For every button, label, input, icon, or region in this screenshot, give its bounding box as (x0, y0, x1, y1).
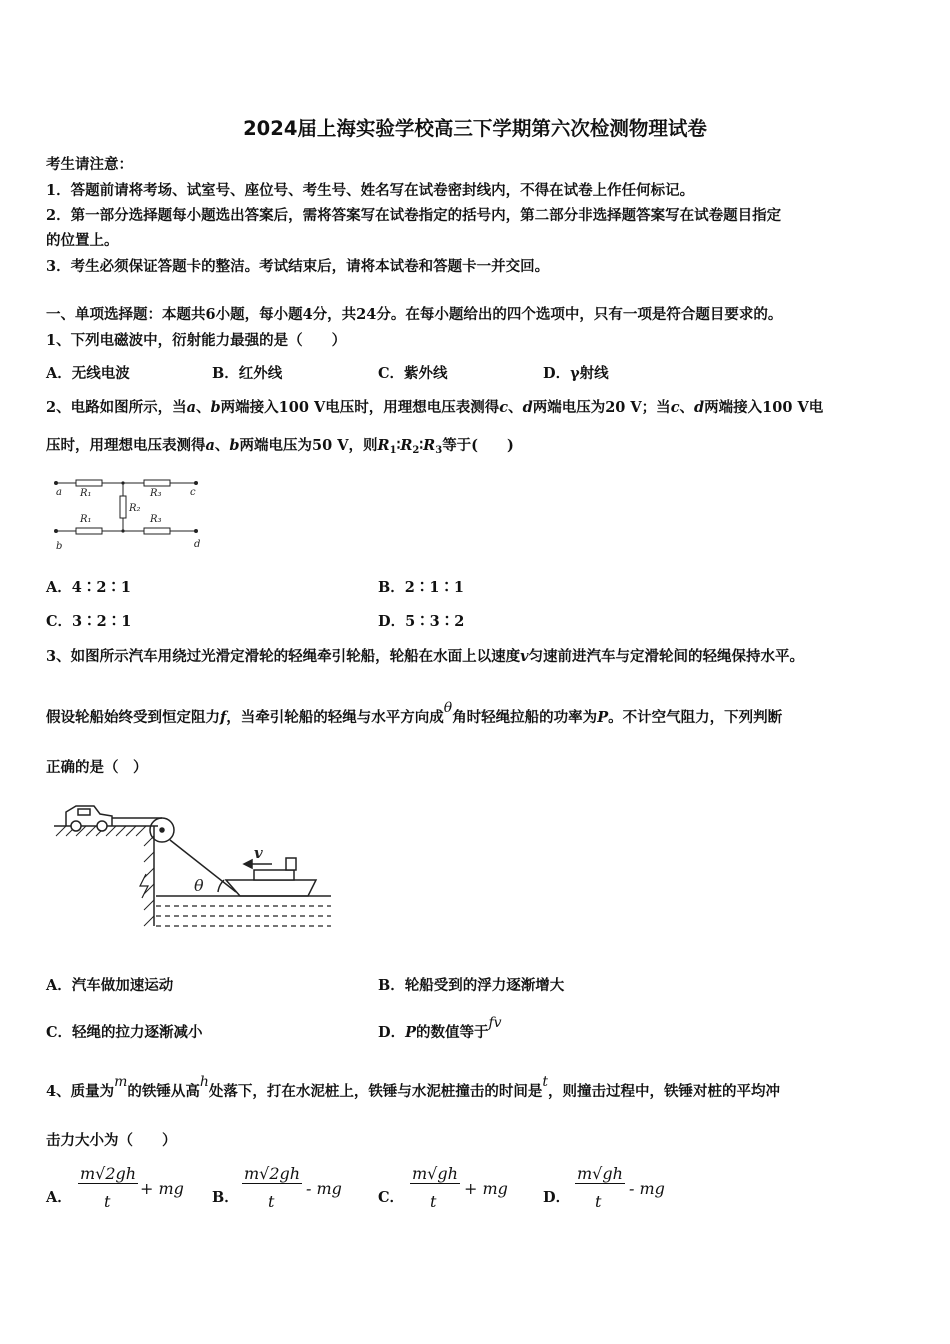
junction (121, 529, 124, 532)
junction (121, 481, 124, 484)
terminal-d (194, 529, 198, 533)
velocity-label: v (254, 844, 263, 862)
notice-heading: 考生请注意： (46, 156, 133, 173)
question-2-stem-line2: 压时，用理想电压表测得a、b两端电压为50 V，则$R_1∶R_2∶R_3$等于( ) (46, 437, 514, 456)
q3-option-b[interactable]: B．轮船受到的浮力逐渐增大 (378, 977, 565, 994)
question-1-stem: 1、下列电磁波中，衍射能力最强的是（ ） (46, 332, 347, 349)
resistor-r1-bottom (76, 528, 102, 534)
wall-mark (140, 874, 148, 898)
q3-option-d[interactable]: D．P的数值等于fv (378, 1015, 502, 1041)
q4-option-d[interactable]: D． m√gh t - mg (543, 1164, 665, 1211)
q2-option-b[interactable]: B．2∶1∶1 (378, 579, 465, 596)
q4-option-a[interactable]: A． m√2gh t + mg (46, 1164, 184, 1211)
question-3-stem-line1: 3、如图所示汽车用绕过光滑定滑轮的轻绳牵引轮船，轮船在水面上以速度v匀速前进汽车与定滑轮间的轻绳保持水平。 (46, 648, 805, 665)
q1-option-a[interactable]: A．无线电波 (46, 365, 130, 382)
resistor-r2 (120, 496, 126, 518)
q4-option-c[interactable]: C． m√gh t + mg (378, 1164, 508, 1211)
terminal-a (54, 481, 58, 485)
q3-option-a[interactable]: A．汽车做加速运动 (46, 977, 174, 994)
label-b: b (56, 541, 63, 552)
q2-option-d[interactable]: D．5∶3∶2 (378, 613, 465, 630)
label-c: c (190, 487, 196, 498)
theta-label: θ (194, 876, 204, 895)
terminal-c (194, 481, 198, 485)
label-d: d (194, 539, 201, 550)
car (66, 806, 112, 831)
page-title: 2024届上海实验学校高三下学期第六次检测物理试卷 (243, 117, 707, 140)
q3-option-c[interactable]: C．轻绳的拉力逐渐减小 (46, 1024, 203, 1041)
notice-item: 的位置上。 (46, 232, 119, 249)
circuit-diagram (46, 470, 216, 560)
label-a: a (56, 487, 62, 498)
notice-item: 3．考生必须保证答题卡的整洁。考试结束后，请将本试卷和答题卡一并交回。 (46, 258, 550, 275)
water (156, 896, 331, 926)
question-3-stem-line2: 假设轮船始终受到恒定阻力f，当牵引轮船的轻绳与水平方向成θ角时轻绳拉船的功率为P。不计空气阻力，下列判断 (46, 700, 783, 726)
label-r3-bottom: R₃ (150, 514, 162, 525)
resistor-r3-bottom (144, 528, 170, 534)
q1-option-c[interactable]: C．紫外线 (378, 365, 448, 382)
terminal-b (54, 529, 58, 533)
resistor-r3-top (144, 480, 170, 486)
q2-option-a[interactable]: A．4∶2∶1 (46, 579, 132, 596)
section-heading: 一、单项选择题：本题共6小题，每小题4分，共24分。在每小题给出的四个选项中，只有一项是符合题目要求的。 (46, 306, 783, 323)
q2-option-c[interactable]: C．3∶2∶1 (46, 613, 132, 630)
label-r3-top: R₃ (150, 488, 162, 499)
notice-item: 1．答题前请将考场、试室号、座位号、考生号、姓名写在试卷密封线内，不得在试卷上作任何标记。 (46, 182, 695, 199)
q4-option-b[interactable]: B． m√2gh t - mg (212, 1164, 342, 1211)
label-r2: R₂ (129, 503, 141, 514)
q1-option-d[interactable]: D．γ射线 (543, 365, 609, 382)
question-4-stem-line2: 击力大小为（ ） (46, 1132, 177, 1149)
notice-item: 2．第一部分选择题每小题选出答案后，需将答案写在试卷指定的括号内，第二部分非选择题答案写在试卷题目指定 (46, 207, 782, 224)
label-r1-top: R₁ (80, 488, 92, 499)
label-r1-bottom: R₁ (80, 514, 92, 525)
ground-hatch (56, 826, 154, 926)
q1-option-b[interactable]: B．红外线 (212, 365, 283, 382)
resistor-r1-top (76, 480, 102, 486)
angle-arc (218, 880, 224, 892)
question-3-stem-line3: 正确的是（ ） (46, 759, 148, 776)
question-4-stem-line1: 4、质量为m的铁锤从高h处落下，打在水泥桩上，铁锤与水泥桩撞击的时间是t，则撞击过程中，铁锤对桩的平均冲 (46, 1074, 781, 1100)
question-2-stem-line1: 2、电路如图所示，当a、b两端接入100 V电压时，用理想电压表测得c、d两端电压为20 V；当c、d两端接入100 V电 (46, 399, 824, 416)
car-boat-figure (46, 796, 346, 944)
